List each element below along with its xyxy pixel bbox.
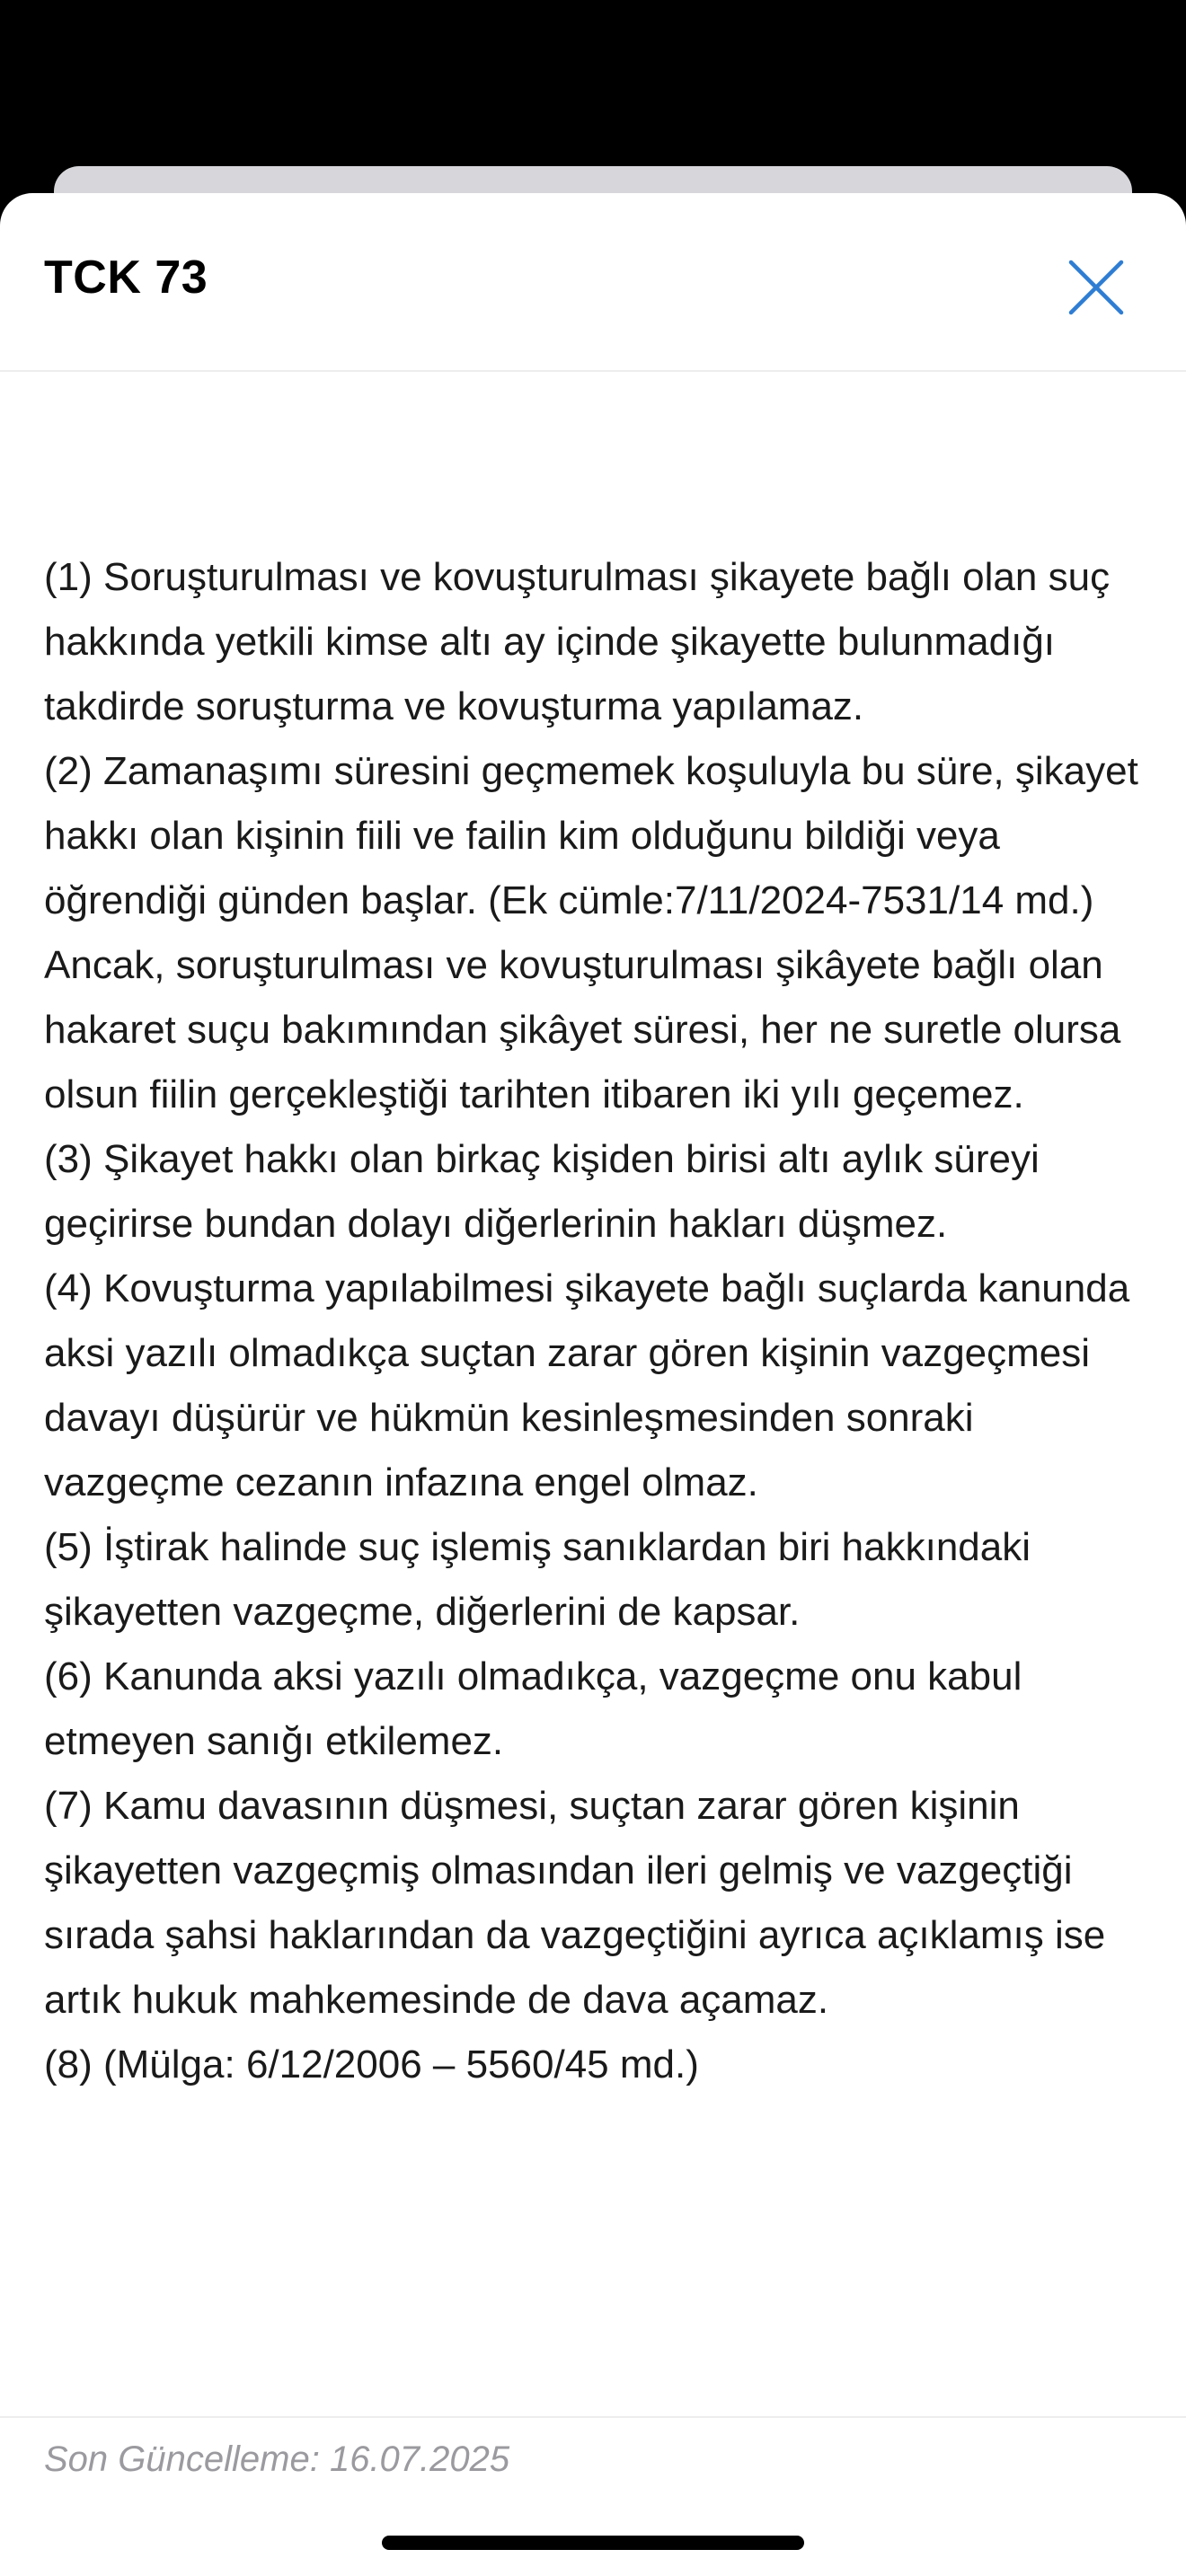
article-paragraph-7: (7) Kamu davasının düşmesi, suçtan zarar gören kişinin şikayetten vazgeçmiş olmasından ileri gelmiş ve vazgeçtiği sırada şahsi haklarından da vazgeçtiğini ayrıca açıklamış ise artık hukuk mahkemesinde de dava açamaz.: [44, 1784, 1106, 2022]
article-paragraph-3: (3) Şikayet hakkı olan birkaç kişiden birisi altı aylık süreyi geçirirse bundan dolayı diğerlerinin hakları düşmez.: [44, 1137, 1040, 1246]
article-paragraph-4: (4) Kovuşturma yapılabilmesi şikayete bağlı suçlarda kanunda aksi yazılı olmadıkça suçtan zarar gören kişinin vazgeçmesi davayı düşürür ve hükmün kesinleşmesinden sonraki vazgeçme cezanın infazına engel olmaz.: [44, 1266, 1130, 1504]
article-paragraph-5: (5) İştirak halinde suç işlemiş sanıklardan biri hakkındaki şikayetten vazgeçme, diğerlerini de kapsar.: [44, 1525, 1031, 1634]
close-icon: [1060, 251, 1132, 323]
home-indicator[interactable]: [382, 2536, 804, 2550]
sheet-title: TCK 73: [44, 251, 208, 304]
last-updated-label: Son Güncelleme: 16.07.2025: [44, 2439, 510, 2479]
article-paragraph-2: (2) Zamanaşımı süresini geçmemek koşuluyla bu süre, şikayet hakkı olan kişinin fiili ve failin kim olduğunu bildiği veya öğrendiği günden başlar. (Ek cümle:7/11/2024-7531/14 md.) Ancak, soruşturulması ve kovuşturulması şikâyete bağlı olan hakaret suçu bakımından şikâyet süresi, her ne suretle olursa olsun fiilin gerçekleştiği tarihten itibaren iki yılı geçemez.: [44, 749, 1138, 1116]
article-content: [44, 545, 1149, 2097]
article-paragraph-6: (6) Kanunda aksi yazılı olmadıkça, vazgeçme onu kabul etmeyen sanığı etkilemez.: [44, 1654, 1022, 1763]
close-button[interactable]: [1060, 251, 1132, 323]
sheet-header: [0, 193, 1186, 372]
article-paragraph-8: (8) (Mülga: 6/12/2006 – 5560/45 md.): [44, 2042, 699, 2086]
article-paragraph-1: (1) Soruşturulması ve kovuşturulması şikayete bağlı olan suç hakkında yetkili kimse altı ay içinde şikayette bulunmadığı takdirde soruşturma ve kovuşturma yapılamaz.: [44, 555, 1111, 728]
sheet-footer: [0, 2416, 1186, 2576]
article-sheet: [0, 193, 1186, 2576]
